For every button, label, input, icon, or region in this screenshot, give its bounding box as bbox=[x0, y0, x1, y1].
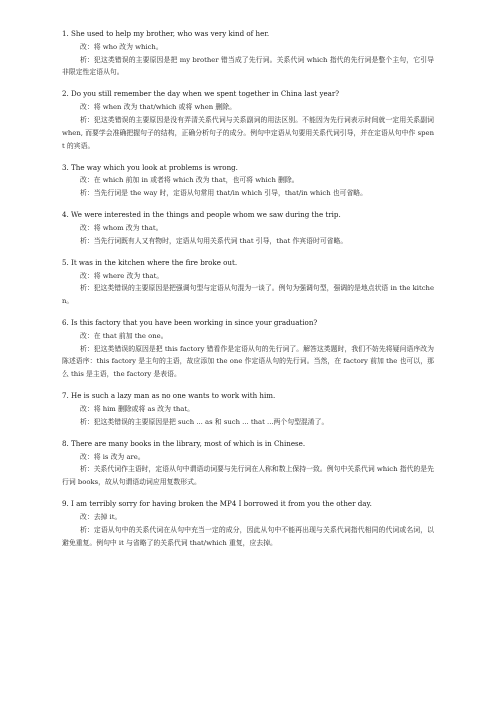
exercise-question: 2. Do you still remember the day when we spent together in China last year? bbox=[62, 89, 340, 99]
exercise-item-5 bbox=[62, 257, 434, 308]
exercise-analysis: 析：定语从句中的关系代词在从句中充当一定的成分，因此从句中不能再出现与关系代词指代相同的代词或名词，以避免重复。例句中 it 与省略了的关系代词 that/which 重复，应去掉。 bbox=[62, 525, 434, 547]
exercise-item-2 bbox=[62, 88, 434, 152]
exercise-analysis: 析：犯这类错误的原因是把 this factory 错看作是定语从句的先行词了。解答这类题时，我们不妨先将疑问语序改为陈述语序：this factory 是主句的主语，故应添加 the one 作定语从句的先行词。当然，在 factory 前加 the 也可以，那么 this 是主语，the factory 是表语。 bbox=[62, 344, 434, 379]
exercise-question: 1. She used to help my brother, who was very kind of her. bbox=[62, 29, 270, 38]
exercise-correction: 改：将 is 改为 are。 bbox=[80, 452, 145, 461]
exercise-question: 8. There are many books in the library, most of which is in Chinese. bbox=[62, 438, 306, 448]
exercise-correction: 改：将 where 改为 that。 bbox=[80, 271, 164, 280]
exercise-question: 9. I am terribly sorry for having broken the MP4 I borrowed it from you the other day. bbox=[62, 499, 372, 509]
exercise-question: 7. He is such a lazy man as no one wants to work with him. bbox=[62, 391, 276, 401]
exercise-question: 3. The way which you look at problems is wrong. bbox=[62, 162, 238, 172]
exercise-item-3 bbox=[62, 162, 434, 200]
exercise-correction: 改：将 whom 改为 that。 bbox=[80, 223, 163, 232]
document-page bbox=[62, 28, 434, 559]
exercise-analysis: 析：犯这类错误的主要原因是没有弄清关系代词与关系副词的用法区别。不能因为先行词表示时间就一定用关系副词 when, 而要学会准确把握句子的结构，正确分析句子的成分。例句中定语从句要用关系代词引导，并在定语从句中作 spent 的宾语。 bbox=[62, 115, 434, 150]
exercise-question: 4. We were interested in the things and people whom we saw during the trip. bbox=[62, 210, 341, 220]
exercise-analysis: 析：犯这类错误的主要原因是把 my brother 错当成了先行词。关系代词 which 指代的先行词是整个主句，它引导非限定性定语从句。 bbox=[62, 55, 434, 77]
exercise-analysis: 析：当先行词是 the way 时，定语从句常用 that/in which 引导，that/in which 也可省略。 bbox=[80, 189, 367, 198]
exercise-analysis: 析：犯这类错误的主要原因是把强调句型与定语从句混为一谈了。例句为强调句型，强调的是地点状语 in the kitchen。 bbox=[62, 284, 434, 306]
exercise-correction: 改：在 that 前加 the one。 bbox=[80, 331, 168, 340]
exercise-item-4 bbox=[62, 209, 434, 247]
exercise-analysis: 析：关系代词作主语时，定语从句中谓语动词要与先行词在人称和数上保持一致。例句中关系代词 which 指代的是先行词 books，故从句谓语动词应用复数形式。 bbox=[62, 465, 434, 487]
exercise-correction: 改：将 who 改为 which。 bbox=[80, 42, 163, 51]
exercise-item-1 bbox=[62, 28, 434, 79]
exercise-item-9 bbox=[62, 498, 434, 549]
exercise-item-6 bbox=[62, 317, 434, 381]
exercise-item-8 bbox=[62, 438, 434, 489]
exercise-analysis: 析：当先行词既有人又有物时，定语从句用关系代词 that 引导，that 作宾语时可省略。 bbox=[80, 236, 348, 245]
exercise-correction: 改：将 him 删除或将 as 改为 that。 bbox=[80, 405, 194, 414]
exercise-question: 6. Is this factory that you have been working in since your graduation? bbox=[62, 318, 318, 328]
exercise-item-7 bbox=[62, 390, 434, 428]
exercise-correction: 改：将 when 改为 that/which 或将 when 删除。 bbox=[80, 103, 236, 112]
exercise-analysis: 析：犯这类错误的主要原因是把 such ... as 和 such ... that ...两个句型混淆了。 bbox=[80, 417, 329, 426]
exercise-correction: 改：在 which 前加 in 或者将 which 改为 that，也可将 which 删除。 bbox=[80, 176, 299, 185]
exercise-question: 5. It was in the kitchen where the fire broke out. bbox=[62, 257, 238, 267]
exercise-correction: 改：去掉 it。 bbox=[80, 513, 122, 521]
